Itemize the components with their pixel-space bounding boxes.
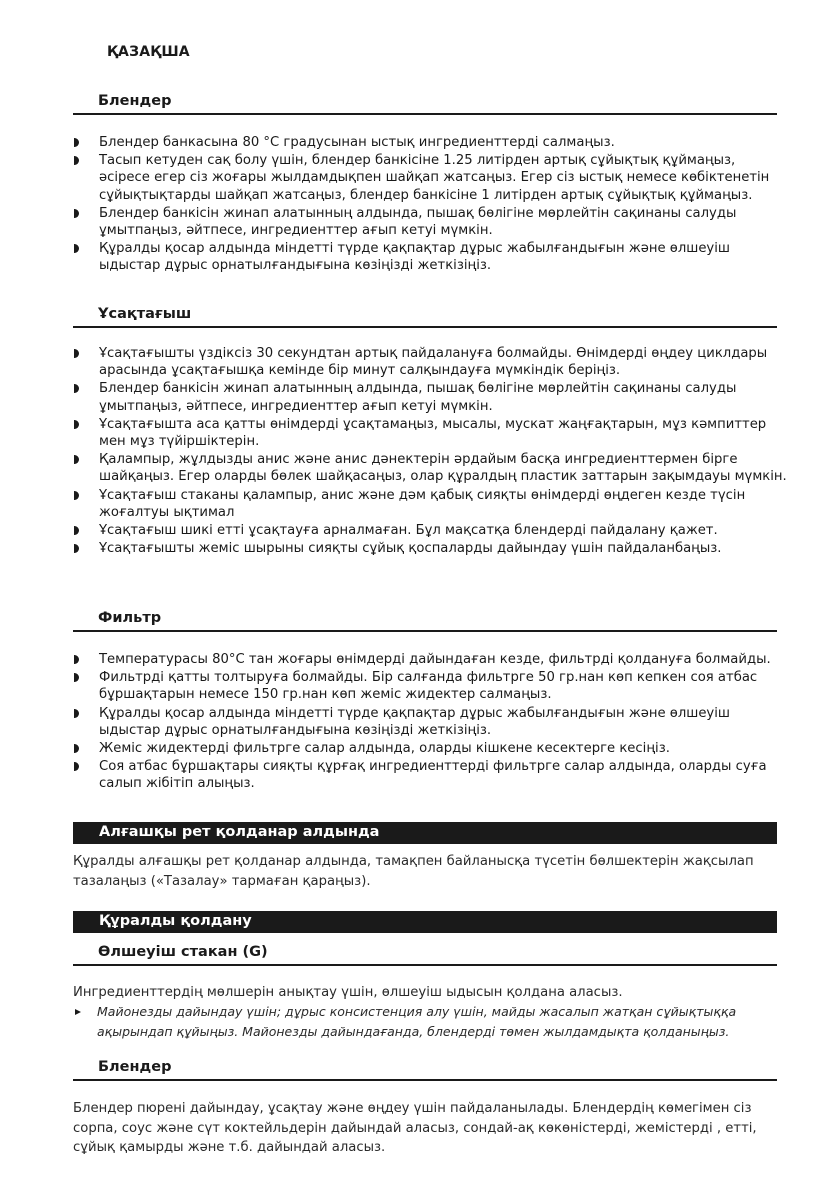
list-item: Температурасы 80°C тан жоғары өнімдерді дайындаған кезде, фильтрді қолдануға болмайды. — [73, 651, 787, 668]
before-first-use-text: Құралды алғашқы рет қолданар алдында, тамақпен байланысқа түсетін бөлшектерін жақсылап тазалаңыз («Тазалау» тармаған қараңыз). — [73, 854, 754, 889]
mayonnaise-tip — [73, 1002, 785, 1041]
blender-section-heading — [73, 93, 777, 115]
triangle-bullet-icon — [75, 1009, 81, 1015]
list-item: Блендер банкісін жинап алатынның алдында, пышақ бөлігіне мөрлейтін сақинаны салуды ұмытпаңыз, әйтпесе, ингредиенттер ағып кетуі мүмкін. — [73, 205, 787, 239]
filter-warnings-list — [73, 651, 787, 794]
list-item: Ұсақтағышты жеміс шырыны сияқты сұйық қоспаларды дайындау үшін пайдаланбаңыз. — [73, 540, 787, 557]
list-item: Жеміс жидектерді фильтрге салар алдында, оларды кішкене кесектерге кесіңіз. — [73, 740, 787, 757]
list-item: Блендер банкісін жинап алатынның алдында, пышақ бөлігіне мөрлейтін сақинаны салуды ұмытпаңыз, әйтпесе, ингредиенттер ағып кетуі мүмкін. — [73, 380, 787, 414]
blender-section-title: Блендер — [98, 93, 172, 109]
list-item: Ұсақтағышты үздіксіз 30 секундтан артық пайдалануға болмайды. Өнімдерді өңдеу циклдары арасында ұсақтағышқа кемінде бір минут салқындауға мүмкіндік беріңіз. — [73, 345, 787, 379]
mayonnaise-tip-text: Майонезды дайындау үшін; дұрыс консистенция алу үшін, майды жасалып жатқан сұйықтыққа ақырындап құйыңыз. Майонезды дайындағанда, блендерді төмен жылдамдықта қолданыңыз. — [97, 1004, 737, 1039]
list-item: Қалампыр, жұлдызды анис және анис дәнектерін әрдайым басқа ингредиенттермен бірге шайқаңыз. Егер оларды бөлек шайқасаңыз, олар құралдың пластик заттарын зақымдауы мүмкін. — [73, 451, 787, 485]
list-item: Соя атбас бұршақтары сияқты құрғақ ингредиенттерді фильтрге салар алдында, оларды суға салып жібітіп алыңыз. — [73, 758, 787, 792]
before-first-use-heading — [73, 822, 777, 844]
list-item: Тасып кетуден сақ болу үшін, блендер банкісіне 1.25 литірден артық сұйықтық құймаңыз, әсіресе егер сіз жоғары жылдамдықпен шайқап жатсаңыз. Егер сіз ыстық немесе көбіктенетін сұйықтықтарды шайқап жатсаңыз, блендер банкісіне 1 литірден артық сұйықтық құймаңыз. — [73, 152, 787, 204]
using-appliance-heading — [73, 911, 777, 933]
measuring-cup-text: Ингредиенттердің мөлшерін анықтау үшін, өлшеуіш ыдысын қолдана аласыз. — [73, 985, 623, 1000]
list-item: Фильтрді қатты толтыруға болмайды. Бір салғанда фильтрге 50 гр.нан көп кепкен соя атбас бұршақтарын немесе 150 гр.нан көп жеміс жидектер салмаңыз. — [73, 669, 787, 703]
using-appliance-title: Құралды қолдану — [99, 913, 252, 929]
chopper-warnings-list — [73, 345, 787, 558]
list-item: Ұсақтағышта аса қатты өнімдерді ұсақтамаңыз, мысалы, мускат жаңғақтарын, мұз кәмпиттер мен мұз түйіршіктерін. — [73, 416, 787, 450]
blender-usage-heading — [73, 1059, 777, 1081]
filter-section-title: Фильтр — [98, 610, 162, 626]
blender-usage-title: Блендер — [98, 1059, 172, 1075]
list-item: Құралды қосар алдында міндетті түрде қақпақтар дұрыс жабылғандығын және өлшеуіш ыдыстар дұрыс орнатылғандығына көзіңізді жеткізіңіз. — [73, 705, 787, 739]
measuring-cup-title: Өлшеуіш стакан (G) — [98, 944, 268, 960]
blender-usage-text: Блендер пюрені дайындау, ұсақтау және өңдеу үшін пайдаланылады. Блендердің көмегімен сіз сорпа, соус және сүт коктейльдерін дайындай аласыз, сондай-ақ көкөністерді, жемістерді , етті, сұйық қамырды және т.б. дайындай аласыз. — [73, 1101, 757, 1155]
before-first-use-title: Алғашқы рет қолданар алдында — [99, 824, 380, 840]
list-item: Блендер банкасына 80 °C градусынан ыстық ингредиенттерді салмаңыз. — [73, 134, 787, 151]
language-label: ҚАЗАҚША — [107, 44, 190, 60]
filter-section-heading — [73, 610, 777, 632]
blender-warnings-list — [73, 134, 787, 276]
list-item: Ұсақтағыш стаканы қалампыр, анис және дәм қабық сияқты өнімдерді өңдеген кезде түсін жоғалтуы ықтимал — [73, 487, 787, 521]
list-item: Құралды қосар алдында міндетті түрде қақпақтар дұрыс жабылғандығын және өлшеуіш ыдыстар дұрыс орнатылғандығына көзіңізді жеткізіңіз. — [73, 240, 787, 274]
list-item: Ұсақтағыш шикі етті ұсақтауға арналмаған. Бұл мақсатқа блендерді пайдалану қажет. — [73, 522, 787, 539]
measuring-cup-heading — [73, 944, 777, 966]
chopper-section-heading — [73, 306, 777, 328]
chopper-section-title: Ұсақтағыш — [98, 306, 192, 322]
